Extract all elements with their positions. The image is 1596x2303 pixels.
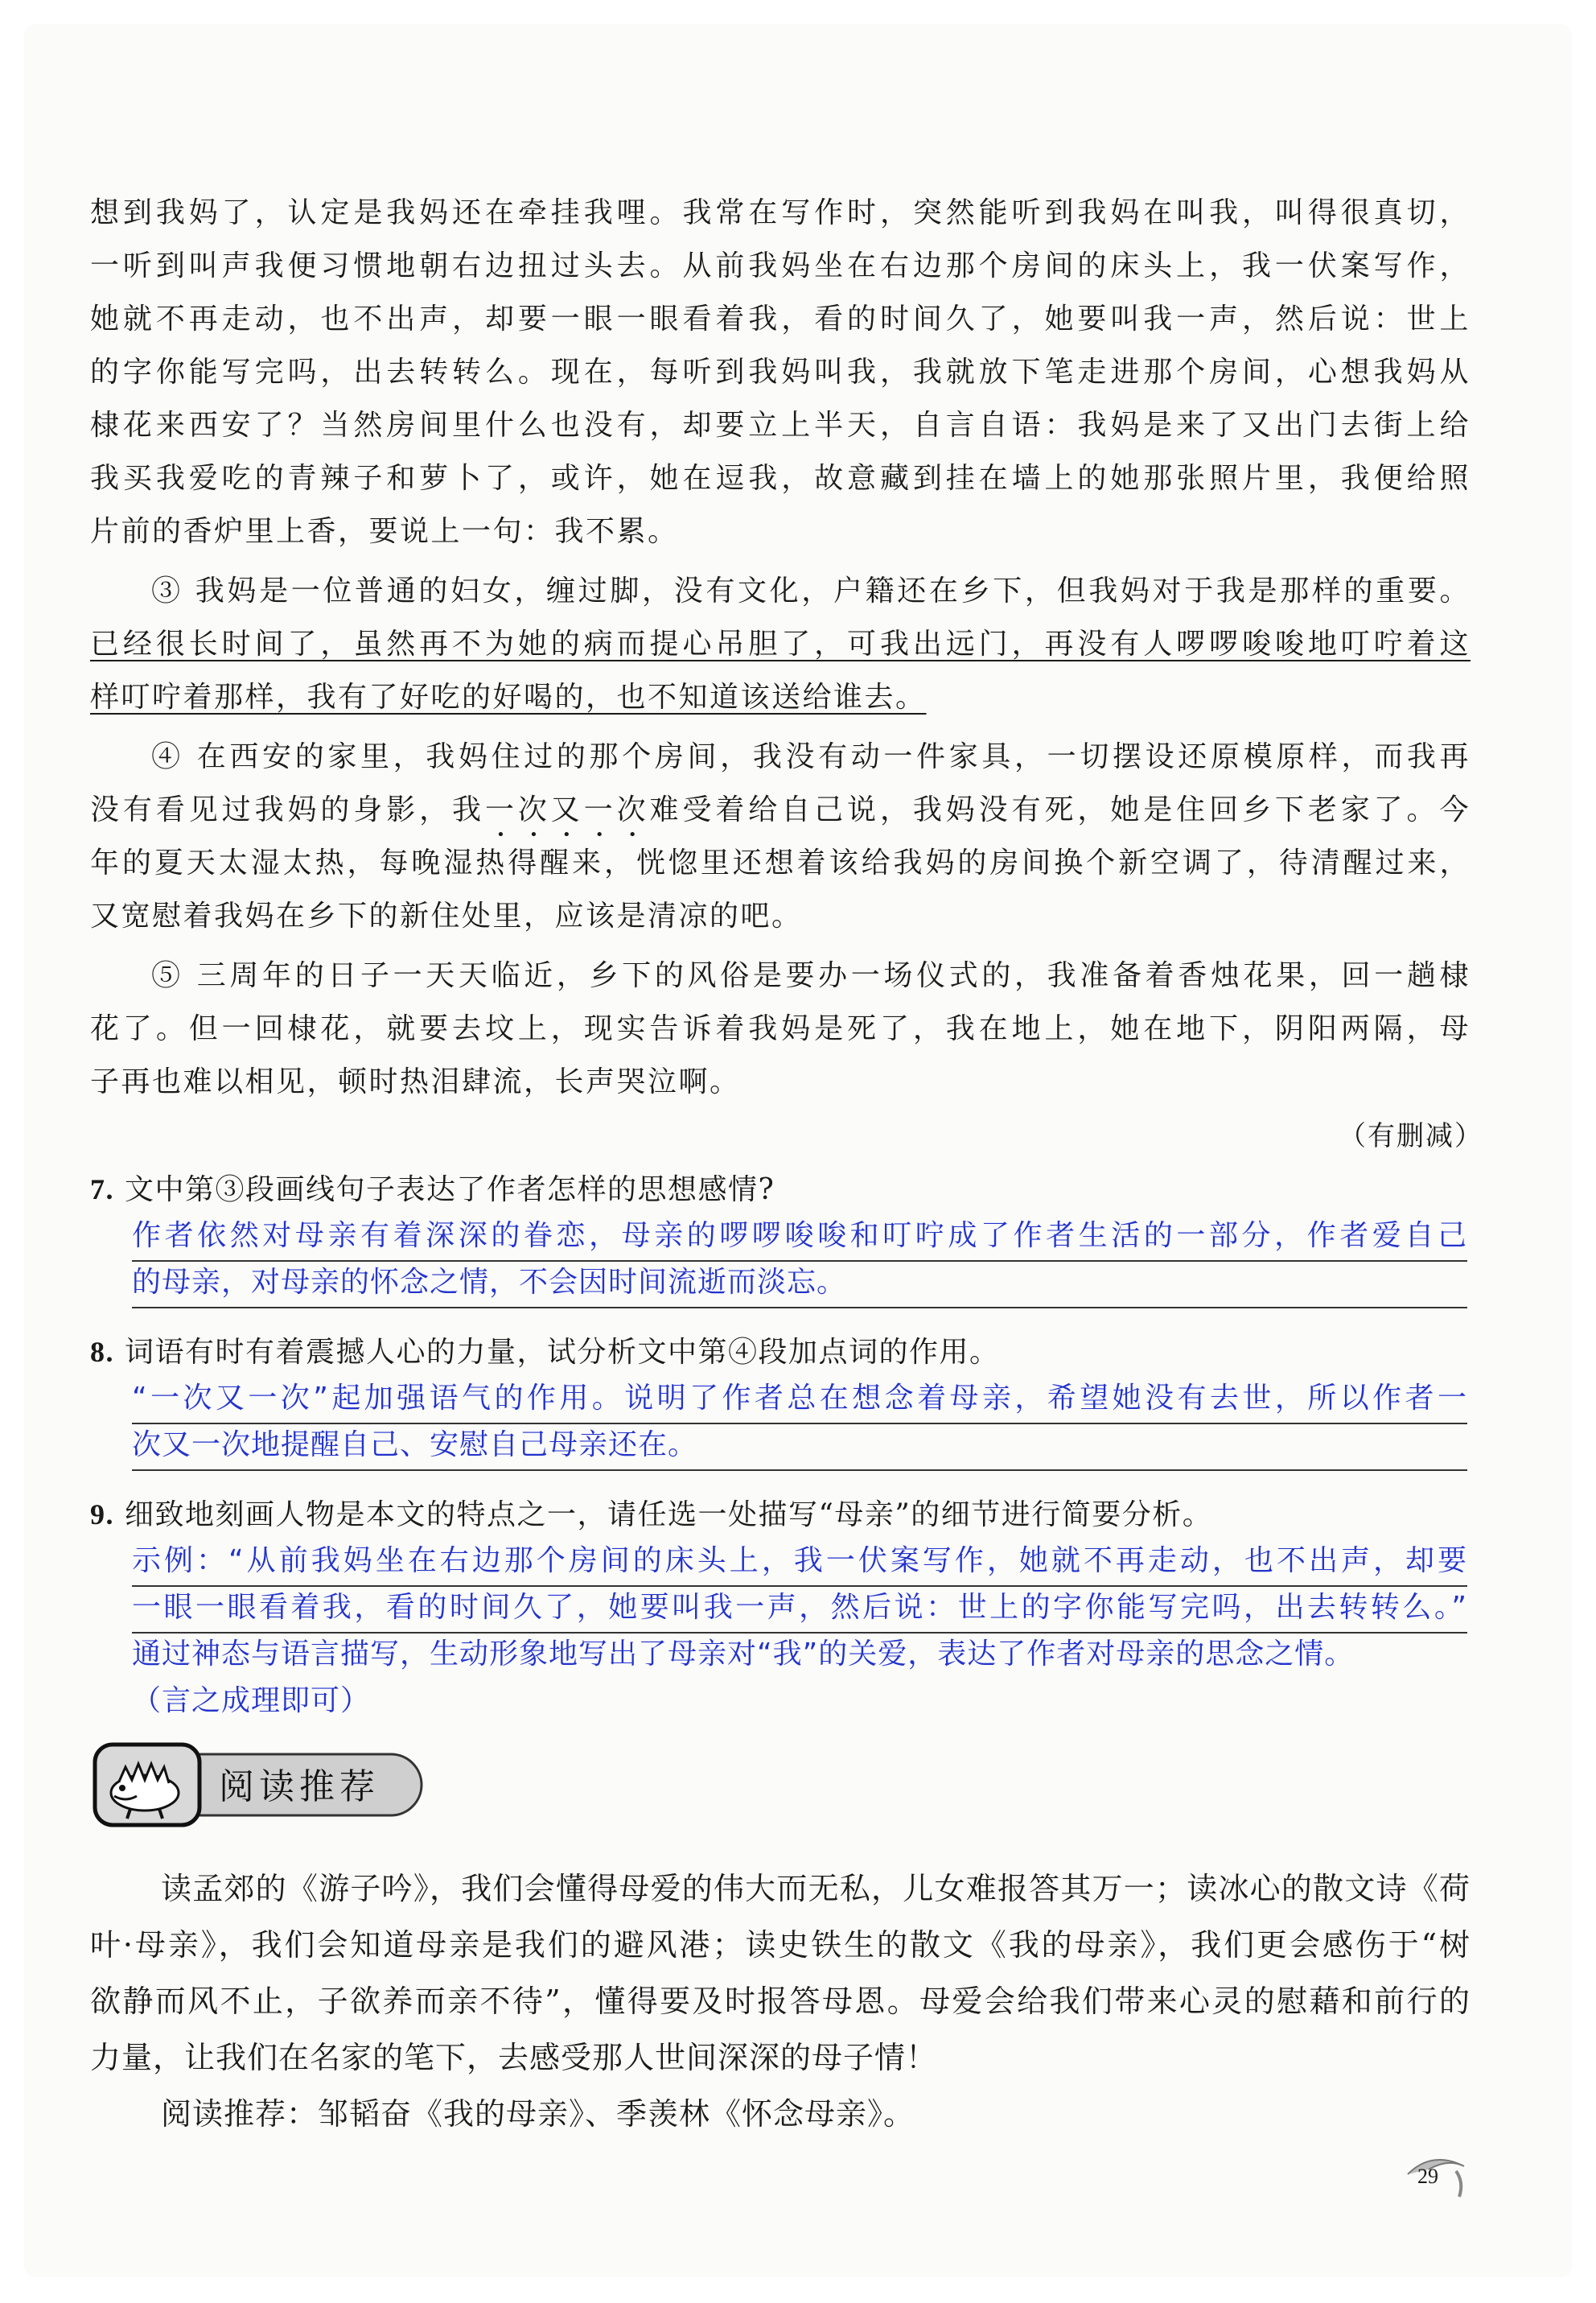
paragraph-4-line: ④ 在西安的家里，我妈住过的那个房间，我没有动一件家具，一切摆设还原模原样，而我再 [151,740,1471,773]
dotted-emphasis-words: 一次又一次 [484,793,650,826]
text-fragment: 难受着给自己说，我妈没有死，她是住回乡下老家了。今 [649,793,1471,826]
passage-line: 片前的香炉里上香，要说上一句：我不累。 [90,515,679,548]
question-number: 7. [90,1173,114,1205]
answer-line[interactable]: 作者依然对母亲有着深深的眷恋，母亲的啰啰唆唆和叮咛成了作者生活的一部分，作者爱自己 [132,1213,1467,1262]
page-number-badge [1400,2150,1472,2206]
reading-list: 阅读推荐：邹韬奋《我的母亲》、季羡林《怀念母亲》。 [161,2096,915,2132]
paragraph-4-line: 又宽慰着我妈在乡下的新住处里，应该是清凉的吧。 [90,900,803,933]
text-fragment: 没有看见过我妈的身影，我 [90,793,485,826]
answer-line[interactable]: 的母亲，对母亲的怀念之情，不会因时间流逝而淡忘。 [132,1260,1467,1308]
question-9 [90,1490,1471,1539]
paragraph-5-line: ⑤ 三周年的日子一天天临近，乡下的风俗是要办一场仪式的，我准备着香烛花果，回一趟棣 [151,959,1471,992]
passage-line: 一听到叫声我便习惯地朝右边扭过头去。从前我妈坐在右边那个房间的床头上，我一伏案写作， [90,249,1471,282]
paragraph-3-underlined-line: 已经很长时间了，虽然再不为她的病而提心吊胆了，可我出远门，再没有人啰啰唆唆地叮咛着这 [90,628,1471,661]
paragraph-3-first-line: ③ 我妈是一位普通的妇女，缠过脚，没有文化，户籍还在乡下，但我妈对于我是那样的重要。 [151,575,1471,608]
question-8 [90,1328,1471,1377]
paragraph-3-underlined-line: 样叮咛着那样，我有了好吃的好喝的，也不知道该送给谁去。 [90,681,927,714]
question-text: 文中第③段画线句子表达了作者怎样的思想感情? [124,1173,775,1206]
page-number: 29 [1417,2165,1438,2188]
passage-line: 棣花来西安了？当然房间里什么也没有，却要立上半天，自言自语：我妈是来了又出门去街上给 [90,409,1471,442]
question-text: 细致地刻画人物是本文的特点之一，请任选一处描写“母亲”的细节进行简要分析。 [124,1498,1213,1531]
passage-line: 我买我爱吃的青辣子和萝卜了，或许，她在逗我，故意藏到挂在墙上的她那张照片里，我便给照 [90,462,1471,495]
question-number: 9. [90,1498,114,1531]
source-note: （有删减） [1339,1120,1483,1152]
reading-recommend-banner [90,1740,428,1828]
answer-line[interactable]: 通过神态与语言描写，生动形象地写出了母亲对“我”的关爱，表达了作者对母亲的思念之情。 [132,1638,1355,1671]
paragraph-5-line: 子再也难以相见，顿时热泪肆流，长声哭泣啊。 [90,1065,741,1098]
passage-line: 想到我妈了，认定是我妈还在牵挂我哩。我常在写作时，突然能听到我妈在叫我，叫得很真切， [90,196,1471,229]
answer-line[interactable]: 次又一次地提醒自己、安慰自己母亲还在。 [132,1423,1467,1471]
paragraph-4-line: 年的夏天太湿太热，每晚湿热得醒来，恍惚里还想着该给我妈的房间换个新空调了，待清醒过来， [90,847,1471,880]
recommend-line: 力量，让我们在名家的笔下，去感受那人世间深深的母子情！ [90,2040,938,2075]
paragraph-4-line [90,784,1471,837]
paragraph-5-line: 花了。但一回棣花，就要去坟上，现实告诉着我妈是死了，我在地上，她在地下，阴阳两隔，母 [90,1012,1471,1045]
passage-line: 的字你能写完吗，出去转转么。现在，每听到我妈叫我，我就放下笔走进那个房间，心想我妈从 [90,356,1471,389]
answer-line[interactable]: （言之成理即可） [132,1684,371,1717]
question-number: 8. [90,1336,114,1368]
banner-title: 阅读推荐 [219,1766,380,1807]
answer-line[interactable]: 一眼一眼看着我，看的时间久了，她要叫我一声，然后说：世上的字你能写完吗，出去转转么。” [132,1585,1467,1634]
question-7 [90,1165,1471,1214]
question-text: 词语有时有着震撼人心的力量，试分析文中第④段加点词的作用。 [124,1336,1000,1369]
recommend-line: 叶·母亲》，我们会知道母亲是我们的避风港；读史铁生的散文《我的母亲》，我们更会感伤于“树 [90,1927,1471,1963]
recommend-line: 欲静而风不止，子欲养而亲不待”，懂得要及时报答母恩。母爱会给我们带来心灵的慰藉和前行的 [90,1984,1471,2019]
answer-line[interactable]: 示例：“从前我妈坐在右边那个房间的床头上，我一伏案写作，她就不再走动，也不出声，却要 [132,1539,1467,1587]
passage-line: 她就不再走动，也不出声，却要一眼一眼看着我，看的时间久了，她要叫我一声，然后说：世上 [90,303,1471,336]
recommend-line: 读孟郊的《游子吟》，我们会懂得母爱的伟大而无私，儿女难报答其万一；读冰心的散文诗《荷 [161,1871,1471,1906]
answer-line[interactable]: “一次又一次”起加强语气的作用。说明了作者总在想念着母亲，希望她没有去世，所以作者一 [132,1376,1467,1424]
